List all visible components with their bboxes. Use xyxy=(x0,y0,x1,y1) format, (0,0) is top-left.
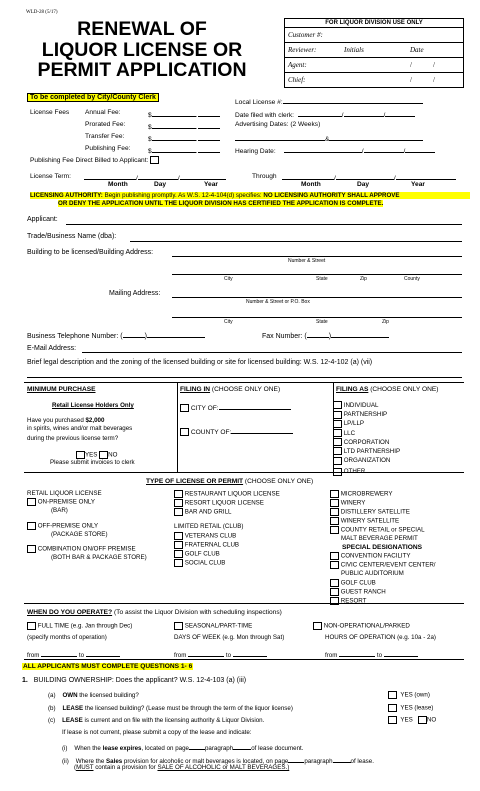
section-divider-1 xyxy=(24,382,464,383)
month-label-2: Month xyxy=(301,181,321,188)
license-fees-label: License Fees xyxy=(30,109,70,116)
question-1a: (a) OWN the licensed building? xyxy=(48,692,139,699)
filing-as-llc[interactable]: LLC xyxy=(333,429,437,438)
year-label-1: Year xyxy=(204,181,218,188)
on-premise-sub: (BAR) xyxy=(51,507,68,515)
retail-license-column xyxy=(27,490,147,563)
chief-field[interactable]: Chief: xyxy=(285,73,408,88)
seasonal-option[interactable]: SEASONAL/PART-TIME xyxy=(174,622,252,630)
authority-notice-line2: OR DENY THE APPLICATION UNTIL THE LIQUOR DIVISION HAS CERTIFIED THE APPLICATION IS COMPLETE. xyxy=(58,200,384,207)
email-line[interactable] xyxy=(82,352,462,353)
filing-as-other[interactable]: OTHER xyxy=(333,465,437,476)
annual-fee-label: Annual Fee: xyxy=(85,109,121,116)
lease-current-options: YES NO xyxy=(388,716,436,724)
days-range[interactable]: from to xyxy=(174,649,267,659)
applicant-line[interactable] xyxy=(66,224,462,225)
zip-caption-1: Zip xyxy=(360,276,367,282)
retail-holders-only: Retail License Holders Only xyxy=(52,402,134,409)
minimum-purchase-heading: MINIMUM PURCHASE xyxy=(27,386,96,393)
reviewer-date-label: Date xyxy=(407,43,464,58)
lease-current-yes-checkbox[interactable] xyxy=(388,716,397,724)
own-option[interactable]: YES (own) xyxy=(388,691,430,699)
filing-as-lp-llp[interactable]: LP/LLP xyxy=(333,419,437,428)
city-caption-2: City xyxy=(224,319,233,325)
mailing-address-line[interactable] xyxy=(172,297,462,298)
limited-retail-heading: LIMITED RETAIL (CLUB) xyxy=(174,523,244,531)
months-label: (specify months of operation) xyxy=(27,634,107,641)
county-checkbox[interactable] xyxy=(180,428,189,436)
office-use-header: FOR LIQUOR DIVISION USE ONLY xyxy=(285,19,464,28)
veterans-club-option[interactable]: VETERANS CLUB xyxy=(174,532,280,541)
date-filed[interactable]: Date filed with clerk: / / xyxy=(235,109,415,119)
local-license-label: Local License #: xyxy=(235,96,423,106)
purchase-no-checkbox[interactable] xyxy=(99,451,108,459)
hearing-date[interactable]: Hearing Date: / / xyxy=(235,145,435,155)
filing-as-organization[interactable]: ORGANIZATION xyxy=(333,456,437,465)
fraternal-club-option[interactable]: FRATERNAL CLUB xyxy=(174,541,280,550)
state-caption-2: State xyxy=(316,319,328,325)
license-term-start[interactable]: / / xyxy=(84,172,226,182)
publishing-billed: Publishing Fee Direct Billed to Applicant: xyxy=(30,156,159,164)
annual-fee-field[interactable]: $ . xyxy=(148,109,220,119)
form-id: WLD-28 (5/17) xyxy=(26,10,58,15)
fax-field[interactable]: Fax Number: ( ) xyxy=(262,330,389,340)
filing-in-heading: FILING IN (CHOOSE ONLY ONE) xyxy=(180,386,281,393)
purchase-question-2: in spirits, wines and/or malt beverages xyxy=(27,425,133,432)
month-label-1: Month xyxy=(108,181,128,188)
own-checkbox xyxy=(388,691,397,699)
trade-name-line[interactable] xyxy=(130,241,462,242)
zip-caption-2: Zip xyxy=(382,319,389,325)
publishing-fee-label: Publishing Fee: xyxy=(85,145,131,152)
section-divider-3 xyxy=(24,603,464,604)
city-checkbox[interactable] xyxy=(180,404,189,412)
question-1: 1. BUILDING OWNERSHIP: Does the applicant? W.S. 12-4-103 (a) (iii) xyxy=(22,677,247,684)
building-address-line[interactable] xyxy=(172,256,462,257)
manufacturer-column xyxy=(330,490,436,606)
non-operational-option[interactable]: NON-OPERATIONAL/PARKED xyxy=(313,622,410,630)
state-caption-1: State xyxy=(316,276,328,282)
sales-provision-line[interactable]: (ii) Where the Sales provision for alcoholic or malt beverages is located, on page paragraph of lease. xyxy=(62,755,374,765)
on-premise-option[interactable]: ON-PREMISE ONLY xyxy=(27,498,147,507)
lease-current-no-checkbox[interactable] xyxy=(418,716,427,724)
civic-center-option[interactable]: CIVIC CENTER/EVENT CENTER/ xyxy=(330,561,436,570)
question-1c: (c) LEASE is current and on file with the licensing authority & Liquor Division. xyxy=(48,717,265,724)
questions-heading: ALL APPLICANTS MUST COMPLETE QUESTIONS 1- 6 xyxy=(23,663,193,670)
number-street-po-caption: Number & Street or P.O. Box xyxy=(246,299,310,305)
license-term-label: License Term: xyxy=(30,173,71,180)
applicant-label: Applicant: xyxy=(27,216,58,223)
customer-number-field[interactable]: Customer #: xyxy=(285,28,464,43)
prorated-fee-label: Prorated Fee: xyxy=(85,121,126,128)
lease-checkbox xyxy=(388,704,397,712)
page-title xyxy=(26,19,258,81)
submit-invoices-note: Please submit invoices to clerk xyxy=(50,459,135,466)
authority-notice: LICENSING AUTHORITY: Begin publishing promptly. As W.S. 12-4-104(d) specifies: NO LICENSING AUTHORITY SHALL APPROVE xyxy=(30,192,470,199)
purchase-yes-checkbox[interactable] xyxy=(76,451,85,459)
number-street-caption: Number & Street xyxy=(288,258,326,264)
filing-as-ltd-partnership[interactable]: LTD PARTNERSHIP xyxy=(333,447,437,456)
hours-label: HOURS OF OPERATION (e.g. 10a - 2a) xyxy=(325,634,436,641)
brief-description-label: Brief legal description and the zoning of the licensed building or site for licensed building: W.S. 12-4-102 (a) (vii) xyxy=(27,359,373,366)
title-line-1: RENEWAL OF xyxy=(77,18,207,40)
purchase-yes-no: YES NO xyxy=(76,451,117,459)
months-range[interactable]: from to xyxy=(27,649,120,659)
trade-name-label: Trade/Business Name (dba): xyxy=(27,233,117,240)
building-label: Building to be licensed/Building Address: xyxy=(27,249,154,256)
email-label: E-Mail Address: xyxy=(27,345,77,352)
social-club-option[interactable]: SOCIAL CLUB xyxy=(174,559,280,568)
city-caption-1: City xyxy=(224,276,233,282)
days-label: DAYS OF WEEK (e.g. Mon through Sat) xyxy=(174,634,285,641)
title-line-3: PERMIT APPLICATION xyxy=(37,59,247,81)
office-use-table xyxy=(284,18,464,88)
guest-ranch-option[interactable]: GUEST RANCH xyxy=(330,588,436,597)
filing-as-corporation[interactable]: CORPORATION xyxy=(333,438,437,447)
billed-direct-checkbox[interactable] xyxy=(150,156,159,164)
question-1b: (b) LEASE the licensed building? (Lease must be through the term of the liquor license) xyxy=(48,705,293,712)
sales-provision-note: (MUST contain a provision for SALE OF ALCOHOLIC or MALT BEVERAGES.) xyxy=(74,764,290,771)
mailing-city-line[interactable] xyxy=(172,317,462,318)
civic-center-sub: PUBLIC AUDITORIUM xyxy=(341,570,404,578)
special-designations-heading: SPECIAL DESIGNATIONS xyxy=(342,543,422,551)
restaurant-club-column xyxy=(174,490,280,568)
operate-heading: WHEN DO YOU OPERATE? (To assist the Liquor Division with scheduling inspections) xyxy=(27,609,282,616)
winery-option[interactable]: WINERY xyxy=(330,499,436,508)
county-retail-option[interactable]: COUNTY RETAIL or SPECIAL xyxy=(330,526,436,535)
filing-as-heading: FILING AS (CHOOSE ONLY ONE) xyxy=(336,386,439,393)
transfer-fee-label: Transfer Fee: xyxy=(85,133,125,140)
mailing-address-label: Mailing Address: xyxy=(109,290,161,297)
license-term-end[interactable]: / / xyxy=(282,172,456,182)
purchase-question-3: during the previous license term? xyxy=(27,435,119,442)
distillery-satellite-option[interactable]: DISTILLERY SATELLITE xyxy=(330,508,436,517)
type-heading: TYPE OF LICENSE OR PERMIT (CHOOSE ONLY ONE) xyxy=(146,478,314,485)
day-label-2: Day xyxy=(357,181,370,188)
convention-option[interactable]: CONVENTION FACILITY xyxy=(330,552,436,561)
chief-date: / / xyxy=(407,73,464,88)
golf-course-option[interactable]: GOLF CLUB xyxy=(330,579,436,588)
section-divider-2 xyxy=(24,472,464,473)
agent-field[interactable]: Agent: xyxy=(285,58,408,73)
section-divider-4 xyxy=(24,659,464,660)
resort-option[interactable]: RESORT LIQUOR LICENSE xyxy=(174,499,280,508)
filing-in-county[interactable]: COUNTY OF: xyxy=(180,426,293,436)
lease-option[interactable]: YES (lease) xyxy=(388,704,433,712)
advertising-dates-field[interactable]: & xyxy=(235,133,423,143)
telephone-field[interactable]: Business Telephone Number: ( ) xyxy=(27,330,205,340)
brief-description-line[interactable] xyxy=(27,377,462,378)
year-label-2: Year xyxy=(411,181,425,188)
off-premise-option[interactable]: OFF-PREMISE ONLY xyxy=(27,522,147,531)
county-caption-1: County xyxy=(404,276,420,282)
off-premise-sub: (PACKAGE STORE) xyxy=(51,530,108,538)
filing-as-individual[interactable]: INDIVIDUAL xyxy=(333,401,437,410)
clerk-heading: To be completed by City/County Clerk xyxy=(27,93,159,102)
golf-club-option[interactable]: GOLF CLUB xyxy=(174,550,280,559)
initials-label: Initials xyxy=(341,43,407,58)
combination-option[interactable]: COMBINATION ON/OFF PREMISE xyxy=(27,545,147,554)
reviewer-label: Reviewer: xyxy=(285,43,342,58)
retail-liquor-license-heading: RETAIL LIQUOR LICENSE xyxy=(27,490,102,497)
winery-satellite-option[interactable]: WINERY SATELLITE xyxy=(330,517,436,526)
filing-as-partnership[interactable]: PARTNERSHIP xyxy=(333,410,437,419)
resort-designation-option[interactable]: RESORT xyxy=(330,597,436,606)
advertising-dates-label: Advertising Dates: (2 Weeks) xyxy=(235,121,321,128)
full-time-option[interactable]: FULL TIME (e.g. Jan through Dec) xyxy=(27,622,132,630)
agent-date: / / xyxy=(407,58,464,73)
bar-grill-option[interactable]: BAR AND GRILL xyxy=(174,508,280,517)
prorated-fee-field[interactable]: $ . xyxy=(148,121,220,131)
filing-in-city[interactable]: CITY OF: xyxy=(180,402,291,412)
building-city-line[interactable] xyxy=(172,274,462,275)
title-line-2: LIQUOR LICENSE OR xyxy=(41,38,243,61)
combination-sub: (BOTH BAR & PACKAGE STORE) xyxy=(51,554,147,562)
restaurant-option[interactable]: RESTAURANT LIQUOR LICENSE xyxy=(174,490,280,499)
microbrewery-option[interactable]: MICROBREWERY xyxy=(330,490,436,499)
transfer-fee-field[interactable]: $ . xyxy=(148,133,220,143)
if-lease-not-current: If lease is not current, please submit a copy of the lease and indicate: xyxy=(62,729,252,736)
county-retail-sub: MALT BEVERAGE PERMIT xyxy=(341,535,418,543)
publishing-fee-field[interactable]: $ . xyxy=(148,145,220,155)
filing-as-list xyxy=(333,401,437,477)
purchase-question-1: Have you purchased $2,000 xyxy=(27,417,105,424)
column-divider-1 xyxy=(177,382,178,472)
hours-range[interactable]: from to xyxy=(325,649,418,659)
day-label-1: Day xyxy=(154,181,167,188)
lease-expires-line[interactable]: (i) When the lease expires, located on page paragraph of lease document. xyxy=(62,742,303,752)
through-label: Through xyxy=(252,173,277,180)
